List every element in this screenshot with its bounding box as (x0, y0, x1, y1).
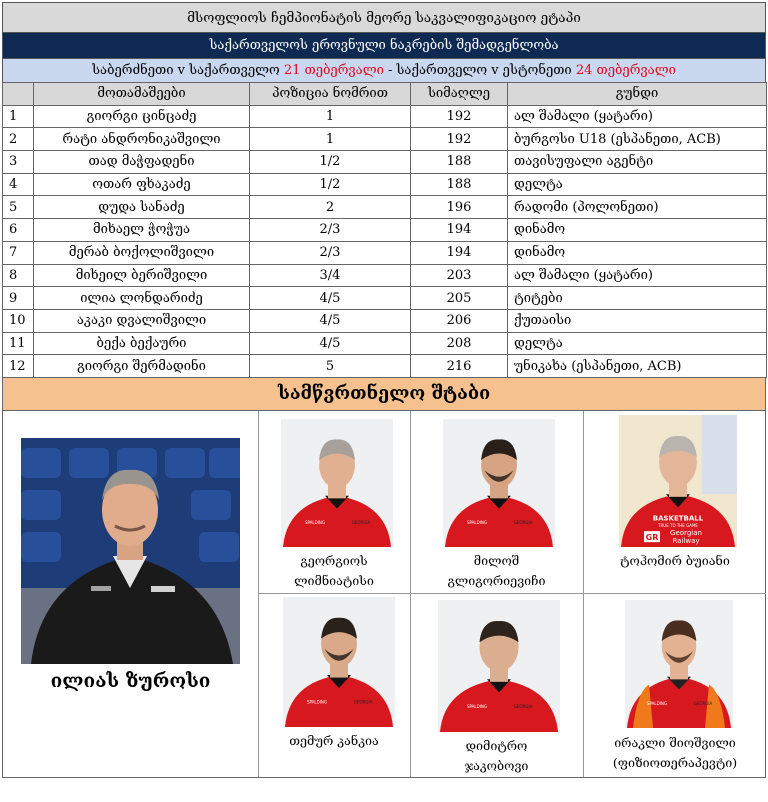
player-position: 1 (250, 128, 411, 151)
assistant-coach-name-line1: მილოშ (473, 552, 520, 568)
assistant-coach-name-line1: დიმიტრო (465, 737, 528, 753)
roster-table (2, 82, 767, 378)
player-number: 12 (3, 355, 34, 378)
schedule-date2: 24 თებერვალი (575, 63, 676, 78)
assistant-coach-name-line2: ჯაკობოვი (464, 757, 529, 773)
coaching-staff-title-text: სამწვრთნელო შტაბი (277, 383, 491, 405)
schedule-date1: 21 თებერვალი (283, 63, 384, 78)
player-name: ბექა ბექაური (34, 332, 250, 355)
assistant-coach-name-line1: თემურ კანკია (289, 732, 379, 748)
player-position: 1 (250, 105, 411, 128)
assistant-coach-photo (619, 415, 737, 547)
roster-header-row (3, 83, 767, 106)
player-position: 4/5 (250, 332, 411, 355)
player-number: 6 (3, 219, 34, 242)
svg-text:Georgian: Georgian (670, 529, 702, 538)
schedule-part2: - საქართველო v ესტონეთი (383, 63, 576, 78)
player-name: თად მაჭფადენი (34, 151, 250, 174)
player-position: 5 (250, 355, 411, 378)
head-coach-photo (21, 438, 240, 664)
svg-text:GR: GR (645, 533, 659, 543)
svg-text:BASKETBALL: BASKETBALL (652, 514, 704, 523)
player-position: 2 (250, 196, 411, 219)
assistant-coach-name (410, 736, 583, 776)
col-team-header: გუნდი (508, 83, 767, 106)
svg-text:SPALDING: SPALDING (304, 519, 326, 525)
player-height: 194 (411, 219, 508, 242)
player-name: მიხეილ ბერიშვილი (34, 264, 250, 287)
player-team: დელტა (508, 173, 767, 196)
player-height: 192 (411, 128, 508, 151)
player-number: 11 (3, 332, 34, 355)
roster-row (3, 105, 767, 128)
svg-text:Railway: Railway (672, 536, 700, 545)
roster-row (3, 309, 767, 332)
assistant-coach-name (258, 551, 410, 591)
player-number: 2 (3, 128, 34, 151)
col-height-header: სიმაღლე (411, 83, 508, 106)
assistant-coach-name-line1: გეორგიოს (300, 552, 368, 568)
player-number: 5 (3, 196, 34, 219)
player-height: 188 (411, 151, 508, 174)
player-team: თავისუფალი აგენტი (508, 151, 767, 174)
player-number: 4 (3, 173, 34, 196)
head-coach-name: ილიას ზუროსი (50, 669, 211, 692)
assistant-coach-name-line2: ლიმნიატისი (294, 572, 374, 588)
player-team: ალ შამალი (ყატარი) (508, 105, 767, 128)
roster-row (3, 173, 767, 196)
player-team: დელტა (508, 332, 767, 355)
squad-subtitle (2, 32, 766, 58)
player-team: დინამო (508, 241, 767, 264)
player-team: ალ შამალი (ყატარი) (508, 264, 767, 287)
player-position: 2/3 (250, 219, 411, 242)
roster-row (3, 355, 767, 378)
player-number: 1 (3, 105, 34, 128)
col-number-header (3, 83, 34, 106)
svg-text:SPALDING: SPALDING (466, 519, 488, 525)
player-position: 1/2 (250, 151, 411, 174)
assistant-coach-name (583, 733, 767, 773)
assistant-coach-photo (443, 419, 555, 547)
player-height: 206 (411, 309, 508, 332)
player-height: 196 (411, 196, 508, 219)
roster-row (3, 332, 767, 355)
assistant-coach-photo (438, 600, 560, 732)
svg-text:GEORGIA: GEORGIA (353, 699, 373, 705)
roster-row (3, 151, 767, 174)
svg-text:GEORGIA: GEORGIA (513, 519, 533, 525)
player-number: 10 (3, 309, 34, 332)
player-team: რადომი (პოლონეთი) (508, 196, 767, 219)
svg-text:GEORGIA: GEORGIA (351, 519, 371, 525)
player-number: 3 (3, 151, 34, 174)
player-height: 205 (411, 287, 508, 310)
svg-text:TRUE TO THE GAME: TRUE TO THE GAME (658, 523, 698, 529)
player-number: 8 (3, 264, 34, 287)
roster-row (3, 219, 767, 242)
player-name: გიორგი ცინცაძე (34, 105, 250, 128)
roster-body (3, 105, 767, 377)
svg-text:GEORGIA: GEORGIA (513, 704, 533, 710)
player-height: 203 (411, 264, 508, 287)
svg-text:GEORGIA: GEORGIA (693, 700, 713, 706)
schedule-part1: საბერძნეთი v საქართველო (92, 63, 284, 78)
roster-row (3, 196, 767, 219)
assistant-coach-photo (281, 419, 393, 547)
roster-row (3, 128, 767, 151)
player-position: 3/4 (250, 264, 411, 287)
player-name: დუდა სანაძე (34, 196, 250, 219)
player-team: ქუთაისი (508, 309, 767, 332)
player-height: 188 (411, 173, 508, 196)
coaching-staff-title (2, 378, 766, 411)
svg-text:SPALDING: SPALDING (306, 699, 328, 705)
assistant-coach-name (410, 551, 583, 591)
player-height: 192 (411, 105, 508, 128)
player-name: აკაკი დვალიშვილი (34, 309, 250, 332)
assistant-coach-name-line1: ტოჰომირ ბუიანი (620, 552, 730, 568)
player-position: 1/2 (250, 173, 411, 196)
svg-text:SPALDING: SPALDING (466, 704, 488, 710)
col-players-header: მოთამაშეები (34, 83, 250, 106)
player-position: 4/5 (250, 309, 411, 332)
match-schedule (2, 58, 766, 82)
roster-row (3, 264, 767, 287)
svg-text:SPALDING: SPALDING (646, 700, 668, 706)
roster-row (3, 287, 767, 310)
lineup-document (2, 2, 766, 778)
competition-title (2, 2, 766, 32)
player-name: ოთარ ფხაკაძე (34, 173, 250, 196)
player-height: 208 (411, 332, 508, 355)
player-name: ილია ლონდარიძე (34, 287, 250, 310)
player-number: 7 (3, 241, 34, 264)
competition-title-text: მსოფლიოს ჩემპიონატის მეორე საკვალიფიკაციო ეტაპი (187, 9, 581, 26)
assistant-coach-name-line2: გლიგორიევიჩი (447, 572, 546, 588)
roster-row (3, 241, 767, 264)
assistant-coach-photo (625, 600, 733, 728)
player-team: უნიკახა (ესპანეთი, ACB) (508, 355, 767, 378)
player-height: 216 (411, 355, 508, 378)
player-height: 194 (411, 241, 508, 264)
player-team: ბურგოსი U18 (ესპანეთი, ACB) (508, 128, 767, 151)
col-position-header: პოზიცია ნომრით (250, 83, 411, 106)
player-name: მიხაელ ჭოჭუა (34, 219, 250, 242)
assistant-coach-name-line2: (ფიზიოთერაპევტი) (612, 754, 738, 770)
assistant-coach-name-line1: ირაკლი შიოშვილი (614, 734, 736, 750)
assistant-coach-name (258, 731, 410, 751)
player-position: 2/3 (250, 241, 411, 264)
player-name: მერაბ ბოქოლიშვილი (34, 241, 250, 264)
player-number: 9 (3, 287, 34, 310)
assistant-coach-photo (283, 597, 395, 727)
player-team: დინამო (508, 219, 767, 242)
squad-subtitle-text: საქართველოს ეროვნული ნაკრების შემადგენლობა (209, 38, 559, 53)
player-name: რატი ანდრონიკაშვილი (34, 128, 250, 151)
player-position: 4/5 (250, 287, 411, 310)
coaching-staff-grid (2, 411, 766, 778)
player-name: გიორგი შერმადინი (34, 355, 250, 378)
assistant-coach-name (583, 551, 767, 571)
player-team: ტიტები (508, 287, 767, 310)
